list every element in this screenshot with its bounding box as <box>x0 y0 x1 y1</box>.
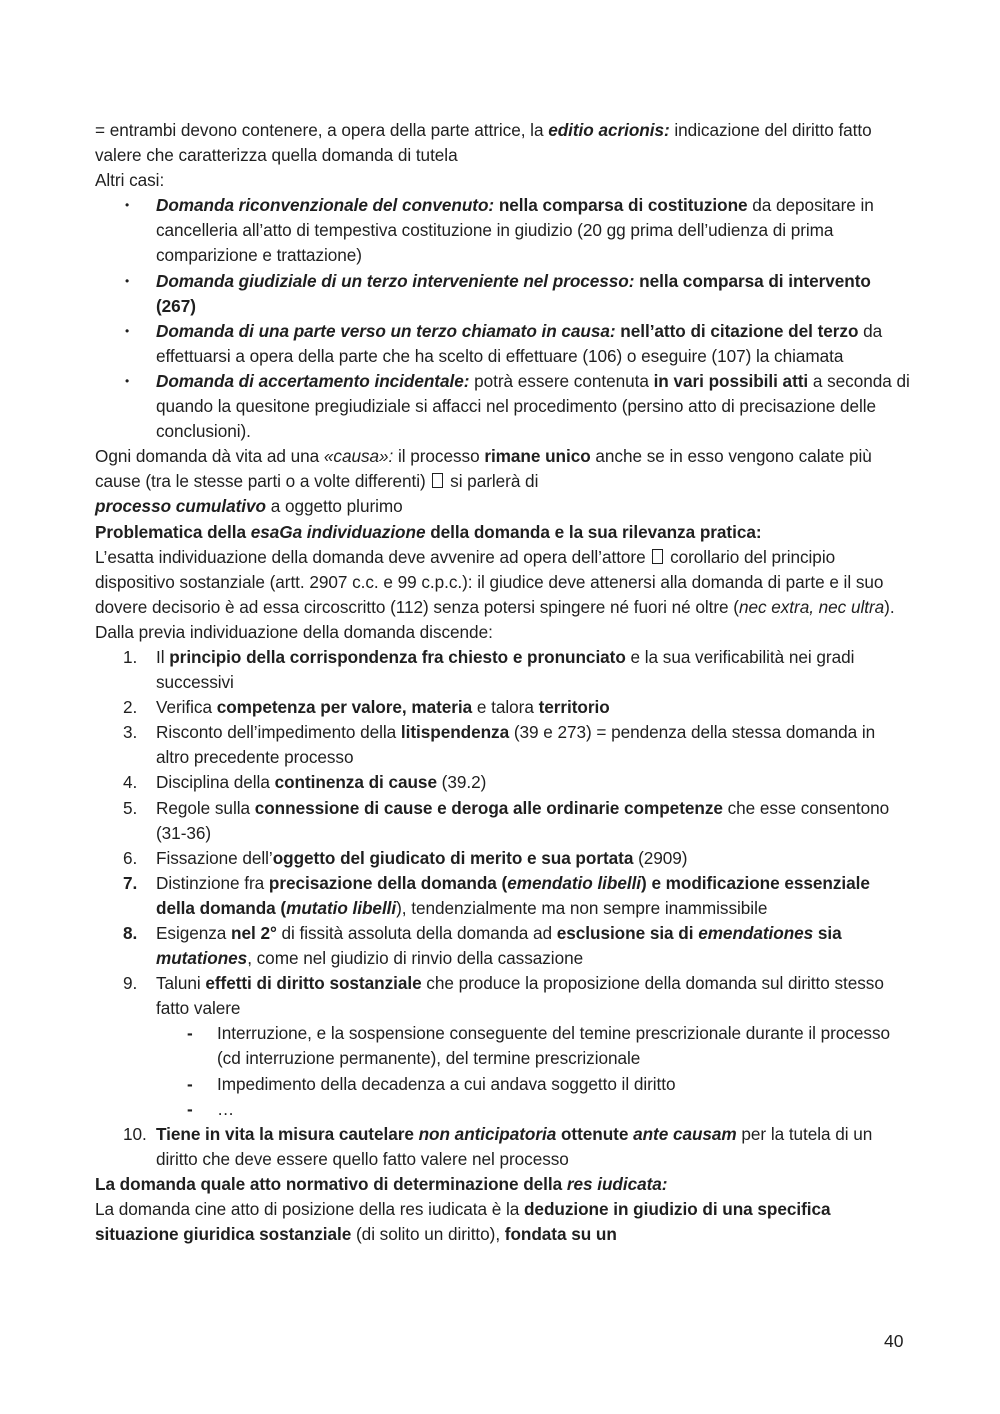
text: da depositare in cancelleria all’atto di tempestiva costituzione in giudizio (20 gg prima dell’udienza di prima comparizione e trattazione) <box>156 195 874 266</box>
numbered-item: 7. Distinzione fra precisazione della domanda (emendatio libelli) e modificazione essenziale della domanda (mutatio libelli), tendenzialmente ma non sempre inammissibile <box>123 872 870 918</box>
dash-item: - Impedimento della decadenza a cui andava soggetto il diritto <box>95 1072 910 1097</box>
dash-item: - Interruzione, e la sospensione conseguente del temine prescrizionale durante il processo (cd interruzione permanente), del termine prescrizionale <box>187 1023 891 1069</box>
bullet-marker: • <box>125 198 130 213</box>
bold-italic-text: Domanda di una parte verso un terzo chiamato in causa: <box>156 320 616 341</box>
bold-italic-text: Domanda riconvenzionale del convenuto: <box>156 195 495 216</box>
missing-glyph-arrow-icon <box>652 549 663 564</box>
text: ). <box>884 596 895 617</box>
text: anche se in esso vengono calate più cause (tra le stesse parti o a volte differenti) <box>95 446 872 492</box>
list-number: 3. <box>123 722 138 743</box>
list-number: 6. <box>123 847 138 868</box>
list-number: 2. <box>123 697 138 718</box>
missing-glyph-arrow-icon <box>432 473 443 488</box>
bullet-marker: • <box>125 323 130 338</box>
list-number: 9. <box>123 973 138 994</box>
paragraph <box>95 118 910 168</box>
numbered-item: 2. Verifica competenza per valore, materia e talora territorio <box>95 695 910 720</box>
bold-italic-text: Domanda giudiziale di un terzo interveniente nel processo: <box>156 270 635 291</box>
bullet-item <box>95 369 910 444</box>
bullet-marker: • <box>125 373 130 388</box>
numbered-item: 9. Taluni effetti di diritto sostanziale che produce la proposizione della domanda sul diritto stesso fatto valere <box>123 973 884 1019</box>
italic-term: «causa»: <box>323 446 394 467</box>
dash-marker: - <box>187 1098 193 1119</box>
list-number: 5. <box>123 797 138 818</box>
paragraph: La domanda cine atto di posizione della res iudicata è la deduzione in giudizio di una specifica situazione giuridica sostanziale (di solito un diritto), fondata su un <box>95 1199 831 1245</box>
list-number: 10. <box>123 1123 147 1144</box>
bold-text: nella comparsa di costituzione <box>494 195 748 216</box>
text: a seconda di quando la quesitone pregiudiziale si affacci nel procedimento (persino atto di precisazione delle conclusioni). <box>156 370 910 442</box>
text: indicazione del diritto fatto valere che caratterizza quella domanda di tutela <box>95 120 872 166</box>
numbered-item: 3. Risconto dell’impedimento della litispendenza (39 e 273) = pendenza della stessa domanda in altro precedente processo <box>123 722 876 768</box>
numbered-item: 5. Regole sulla connessione di cause e deroga alle ordinarie competenze che esse consentono (31-36) <box>123 797 890 843</box>
text: = entrambi devono contenere, a opera della parte attrice, la <box>95 120 549 140</box>
page-number: 40 <box>884 1331 904 1351</box>
bullet-item <box>95 269 910 319</box>
numbered-item: 1. Il principio della corrispondenza fra chiesto e pronunciato e la sua verificabilità nei gradi successivi <box>123 646 855 693</box>
section-heading: Problematica della esaGa individuazione della domanda e la sua rilevanza pratica: <box>95 521 762 542</box>
numbered-item: 6. Fissazione dell’oggetto del giudicato di merito e sua portata (2909) <box>95 846 910 871</box>
bold-text: rimane unico <box>484 446 591 467</box>
italic-term: nec extra, nec ultra <box>738 596 885 617</box>
paragraph: Dalla previa individuazione della domanda discende: <box>95 621 493 642</box>
list-number: 8. <box>123 923 138 943</box>
bold-text: nella comparsa di intervento (267) <box>156 270 871 316</box>
paragraph: Altri casi: <box>95 170 165 191</box>
numbered-item: 8. Esigenza nel 2° di fissità assoluta della domanda ad esclusione sia di emendationes sia mutationes, come nel giudizio di rinvio della cassazione <box>123 923 842 969</box>
list-number: 7. <box>123 872 138 893</box>
bullet-item <box>95 319 910 369</box>
section-heading: La domanda quale atto normativo di determinazione della res iudicata: <box>95 1173 668 1194</box>
text: Ogni domanda dà vita ad una <box>95 446 324 467</box>
text: il processo <box>393 446 485 467</box>
dash-item: - … <box>95 1097 910 1122</box>
numbered-item: 4. Disciplina della continenza di cause (39.2) <box>95 770 910 795</box>
dash-marker: - <box>187 1023 193 1044</box>
text: a oggetto plurimo <box>265 496 403 517</box>
bold-text: in vari possibili atti <box>653 370 809 391</box>
italic-term: editio acrionis: <box>548 120 670 140</box>
text: potrà essere contenuta <box>469 370 654 391</box>
dash-marker: - <box>187 1073 193 1094</box>
text: L’esatta individuazione della domanda deve avvenire ad opera dell’attore <box>95 546 651 567</box>
document-body <box>95 118 910 1247</box>
bold-italic-text: processo cumulativo <box>95 496 266 517</box>
bullet-item <box>95 193 910 268</box>
bullet-marker: • <box>125 273 130 288</box>
text: si parlerà di <box>445 471 539 492</box>
text: corollario del principio dispositivo sostanziale (artt. 2907 c.c. e 99 c.p.c.): il giudice deve attenersi alla domanda di parte e il suo dovere decisorio è ad essa circoscritto (112) senza potersi spingere né fuori né oltre ( <box>95 546 884 617</box>
numbered-item: 10. Tiene in vita la misura cautelare non anticipatoria ottenute ante causam per la tutela di un diritto che deve essere quello fatto valere nel processo <box>123 1123 873 1169</box>
bold-italic-text: Domanda di accertamento incidentale: <box>156 370 470 391</box>
bold-text: nell’atto di citazione del terzo <box>615 320 859 341</box>
list-number: 4. <box>123 772 138 793</box>
text: da effettuarsi a opera della parte che ha scelto di effettuare (106) o eseguire (107) la chiamata <box>156 320 883 366</box>
paragraph <box>95 444 910 519</box>
paragraph <box>95 545 910 620</box>
list-number: 1. <box>123 646 138 667</box>
